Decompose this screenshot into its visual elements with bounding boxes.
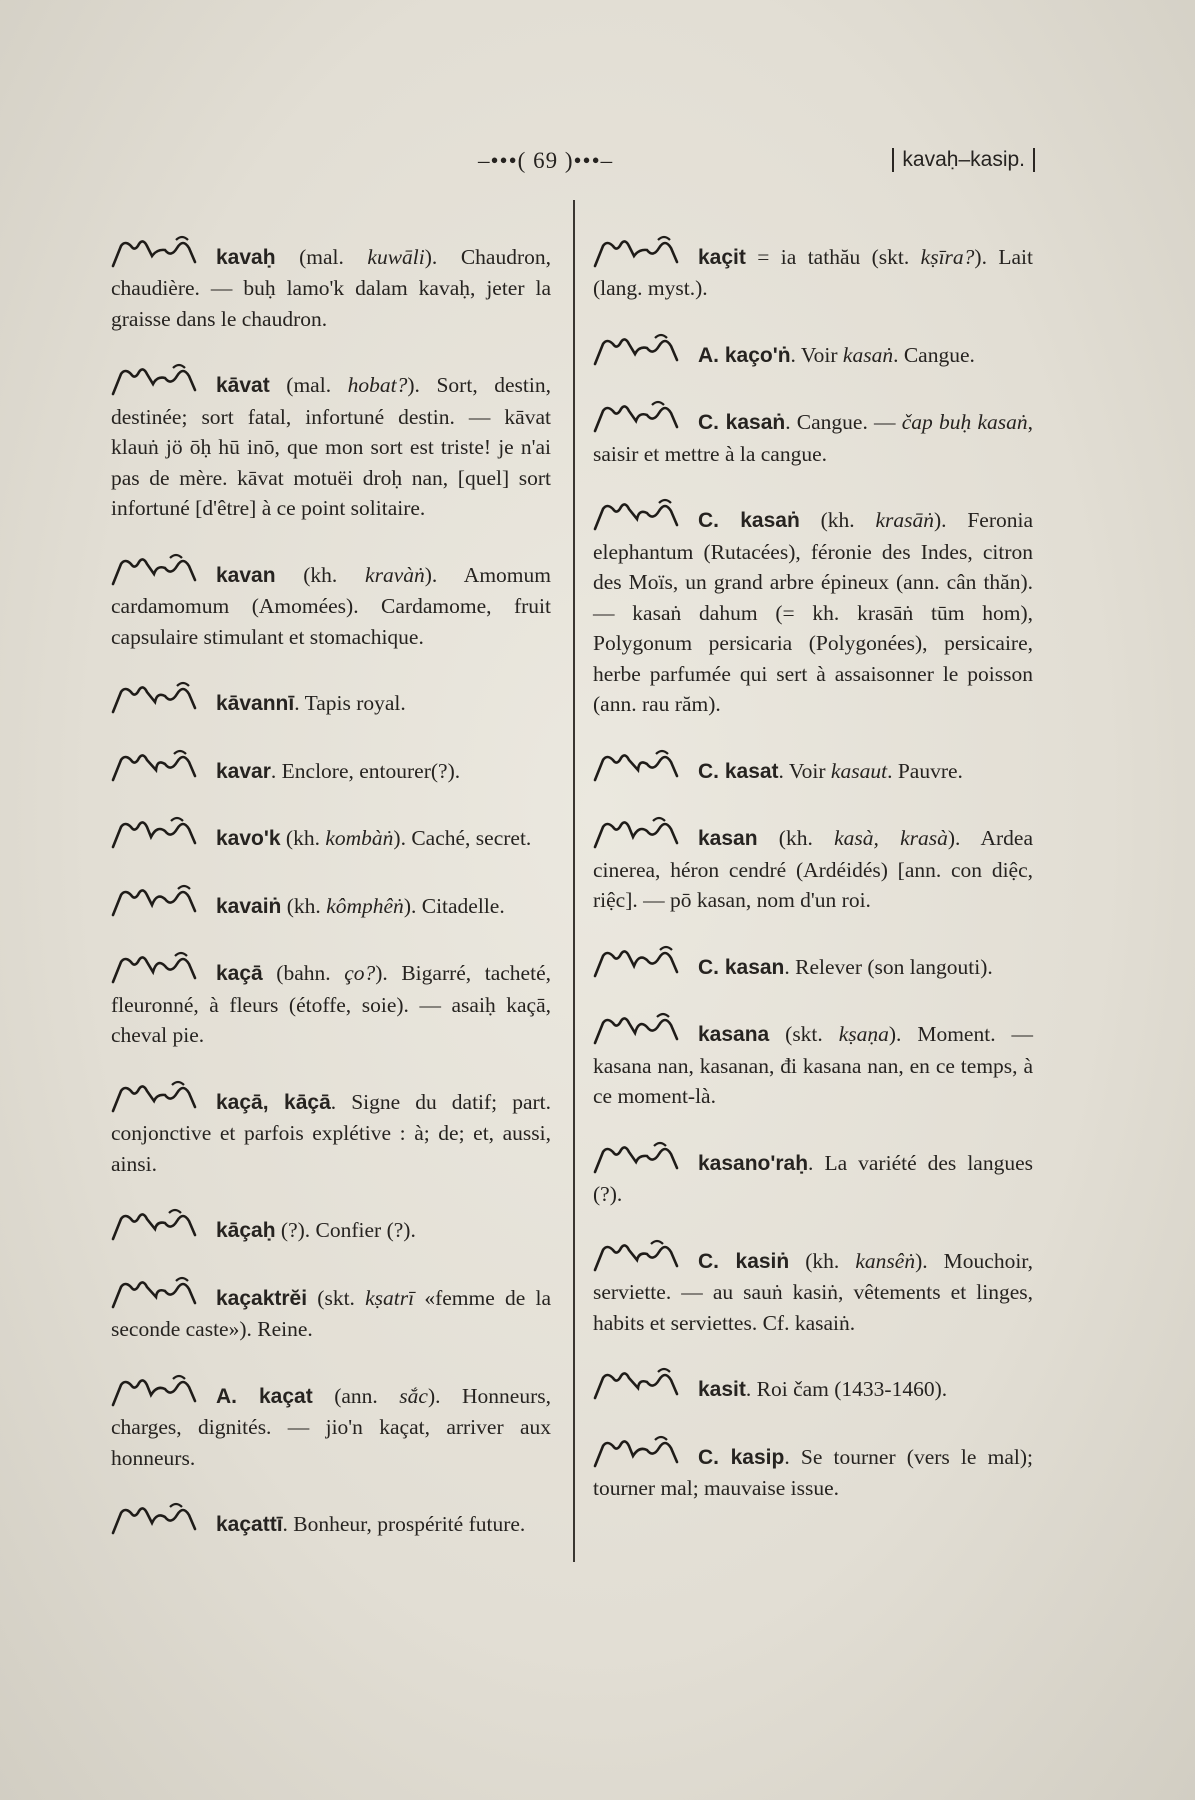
entry-headword: kavaḥ xyxy=(216,245,276,269)
cham-script-glyph xyxy=(111,360,206,398)
entry-text: . Bonheur, prospérité future. xyxy=(282,1512,526,1536)
dictionary-entry xyxy=(593,397,1033,469)
entry-text: ). Moment. — kasana nan, kasanan, đi kasana nan, en ce temps, à ce moment-là. xyxy=(593,1022,1033,1108)
entry-etymon: kansêṅ xyxy=(855,1248,916,1273)
entry-etymon: kṣaṇa xyxy=(838,1022,889,1046)
entry-etymon: kuwāli xyxy=(367,244,425,269)
page-number: –•••( 69 )•••– xyxy=(478,148,614,173)
dictionary-entry xyxy=(111,813,551,855)
entry-headword: C. kasat xyxy=(698,759,779,783)
entry-etymon: kravàṅ xyxy=(365,562,425,587)
entry-text: . Cangue. — xyxy=(785,410,902,434)
cham-script-glyph xyxy=(593,746,688,784)
cham-script-glyph xyxy=(111,948,206,986)
entry-etymon: kasaut xyxy=(830,758,888,783)
entry-text: . Se tourner (vers le mal); tourner mal; mauvaise issue. xyxy=(593,1444,1033,1500)
entry-text: ). Chaudron, chaudière. — buḥ lamo'k dalam kavaḥ, jeter la graisse dans le chaudron. xyxy=(111,244,551,331)
cham-script-glyph xyxy=(593,1432,688,1470)
dictionary-entry xyxy=(111,1499,551,1541)
cham-script-glyph xyxy=(111,746,206,784)
entry-headword: kaçā, kāçā xyxy=(216,1090,331,1114)
entry-text: ). Honneurs, charges, dignités. — jio'n kaçat, arriver aux honneurs. xyxy=(111,1383,551,1470)
cham-script-glyph xyxy=(593,1138,688,1176)
entry-headword: kāvat xyxy=(216,374,270,397)
entry-text: (kh. xyxy=(757,826,835,850)
entry-headword: kāvannī xyxy=(216,692,295,715)
dictionary-entry xyxy=(111,1371,551,1474)
page-header xyxy=(0,148,1195,182)
entry-text: (bahn. xyxy=(262,961,345,985)
dictionary-entry xyxy=(593,330,1033,372)
entry-headword: kasana xyxy=(698,1023,770,1046)
left-column xyxy=(111,210,551,1567)
dictionary-entry xyxy=(593,813,1033,916)
entry-text: (kh. xyxy=(280,826,326,850)
cham-script-glyph xyxy=(111,881,206,919)
cham-script-glyph xyxy=(111,1077,206,1115)
entry-headword: kavo'k xyxy=(216,827,281,850)
cham-script-glyph xyxy=(593,1009,688,1047)
dictionary-entry xyxy=(593,495,1033,720)
entry-text: (mal. xyxy=(275,244,368,269)
dictionary-entry xyxy=(111,746,551,788)
dictionary-entry xyxy=(593,1364,1033,1406)
entry-headword: C. kasaṅ xyxy=(698,411,786,434)
dictionary-entry xyxy=(593,1432,1033,1504)
entry-etymon: kasaṅ xyxy=(842,342,894,367)
cham-script-glyph xyxy=(593,813,688,851)
entry-headword: kaçit xyxy=(698,245,746,269)
entry-text: (kh. xyxy=(799,508,876,532)
entry-text: ). Caché, secret. xyxy=(393,826,532,850)
entry-text: ). Feronia elephantum (Rutacées), féronie des Indes, citron des Moïs, un grand arbre épineux (ann. cân thăn). — kasaṅ dahum (= kh. krasāṅ tūm hom), Polygonum persicaria (Polygonées), persicaire, herbe parfumée qui sert à assaisonner le poisson (ann. rau răm). xyxy=(593,508,1033,716)
entry-etymon: kṣatrī xyxy=(365,1285,415,1310)
entry-etymon: kômphêṅ xyxy=(326,893,404,918)
dictionary-entry xyxy=(111,1205,551,1247)
cham-script-glyph xyxy=(593,1364,688,1402)
right-column xyxy=(593,210,1033,1530)
entry-text: (kh. xyxy=(789,1248,856,1273)
entry-headword: kaçaktrĕi xyxy=(216,1286,308,1310)
dictionary-entry xyxy=(593,1009,1033,1112)
dictionary-entry xyxy=(111,678,551,720)
entry-headword: kavaiṅ xyxy=(216,894,282,918)
entry-text: . Tapis royal. xyxy=(294,691,406,715)
entry-text: ). Amomum cardamomum (Amomées). Cardamome, fruit capsulaire stimulant et stomachique. xyxy=(111,562,551,649)
entry-headword: kaçā xyxy=(216,962,263,985)
dictionary-entry xyxy=(111,948,551,1051)
dictionary-entry xyxy=(111,881,551,923)
cham-script-glyph xyxy=(593,495,688,533)
entry-etymon: čap buḥ kasaṅ xyxy=(901,410,1028,434)
entry-text: . Roi čam (1433-1460). xyxy=(745,1377,948,1401)
entry-headword: kavar xyxy=(216,759,271,783)
entry-etymon: kombàṅ xyxy=(325,826,394,850)
dictionary-entry xyxy=(111,550,551,653)
dictionary-entry xyxy=(111,1273,551,1345)
entry-text: ). Bigarré, tacheté, fleuronné, à fleurs (étoffe, soie). — asaiḥ kaçā, cheval pie. xyxy=(111,961,551,1047)
entry-text: . Signe du datif; part. conjonctive et parfois explétive : à; de; et, aussi, ainsi. xyxy=(111,1089,551,1176)
cham-script-glyph xyxy=(111,1205,206,1243)
cham-script-glyph xyxy=(111,550,206,588)
cham-script-glyph xyxy=(593,330,688,368)
entry-text: ). Citadelle. xyxy=(403,893,505,918)
entry-text: ). Sort, destin, destinée; sort fatal, infortuné destin. — kāvat klauṅ jö ōḥ hū inō, que mon sort est triste! je n'ai pas de mère. kāvat motuëi droḥ nan, [quel] sort infortuné [d'être] à ce point solitaire. xyxy=(111,373,551,520)
entry-text: (ann. xyxy=(312,1383,400,1408)
entry-etymon: sắc xyxy=(399,1383,428,1408)
dictionary-entry xyxy=(593,746,1033,788)
entry-headword: A. kaçat xyxy=(216,1384,313,1408)
cham-script-glyph xyxy=(111,1371,206,1409)
entry-text: = ia tathău (skt. xyxy=(745,244,921,269)
dictionary-entry xyxy=(111,360,551,524)
dictionary-entry xyxy=(111,1077,551,1180)
entry-text: (?). Confier (?). xyxy=(275,1218,416,1242)
entry-etymon: kasà, krasà xyxy=(834,826,948,850)
entry-text: (kh. xyxy=(275,562,366,587)
entry-text: , saisir et mettre à la cangue. xyxy=(593,410,1033,466)
entry-etymon: krasāṅ xyxy=(875,508,934,532)
entry-headword: kasan xyxy=(698,827,758,850)
entry-text: . Voir xyxy=(790,342,843,367)
entry-text: (skt. xyxy=(769,1022,839,1046)
entry-text: . La variété des langues (?). xyxy=(593,1150,1033,1206)
cham-script-glyph xyxy=(593,1236,688,1274)
entry-etymon: hobat? xyxy=(347,373,408,397)
entry-text: . Cangue. xyxy=(893,342,975,367)
entry-text: . Enclore, entourer(?). xyxy=(270,758,461,783)
entry-headword: kavan xyxy=(216,563,276,587)
column-divider xyxy=(573,200,575,1562)
entry-headword: C. kasaṅ xyxy=(698,509,800,532)
entry-headword: kasano'raḥ xyxy=(698,1151,809,1175)
cham-script-glyph xyxy=(111,232,206,270)
cham-script-glyph xyxy=(593,397,688,435)
entry-headword: A. kaço'ṅ xyxy=(698,343,791,367)
entry-text: ). Mouchoir, serviette. — au sauṅ kasiṅ, vêtements et linges, habits et serviettes. Cf. kasaiṅ. xyxy=(593,1248,1033,1335)
entry-headword: kaçattī xyxy=(216,1513,283,1536)
dictionary-entry xyxy=(111,232,551,335)
entry-text: (skt. xyxy=(307,1285,366,1310)
cham-script-glyph xyxy=(111,1499,206,1537)
cham-script-glyph xyxy=(111,678,206,716)
entry-text: (mal. xyxy=(269,373,348,397)
entry-text: ). Ardea cinerea, héron cendré (Ardéidés) [ann. con diệc, riệc]. — pō kasan, nom d'un roi. xyxy=(593,826,1034,912)
entry-text: «femme de la seconde caste»). Reine. xyxy=(111,1285,551,1341)
dictionary-entry xyxy=(593,232,1033,304)
entry-text: . Voir xyxy=(778,758,831,783)
entry-text: ). Lait (lang. myst.). xyxy=(593,244,1033,300)
entry-headword: kasit xyxy=(698,1378,746,1401)
dictionary-entry xyxy=(593,1138,1033,1210)
entry-headword: C. kasip xyxy=(698,1445,785,1469)
entry-text: . Relever (son langouti). xyxy=(784,954,993,979)
cham-script-glyph xyxy=(593,232,688,270)
entry-etymon: kṣīra? xyxy=(920,244,975,269)
dictionary-entry xyxy=(593,1236,1033,1339)
entry-text: (kh. xyxy=(281,893,327,918)
entry-headword: C. kasiṅ xyxy=(698,1249,790,1273)
entry-headword: kāçaḥ xyxy=(216,1219,276,1242)
entry-headword: C. kasan xyxy=(698,955,785,979)
entry-etymon: ço? xyxy=(344,961,376,985)
cham-script-glyph xyxy=(593,942,688,980)
entry-text: . Pauvre. xyxy=(887,758,963,783)
cham-script-glyph xyxy=(111,1273,206,1311)
dictionary-entry xyxy=(593,942,1033,984)
running-head: kavaḥ–kasip. xyxy=(892,148,1035,172)
cham-script-glyph xyxy=(111,813,206,851)
